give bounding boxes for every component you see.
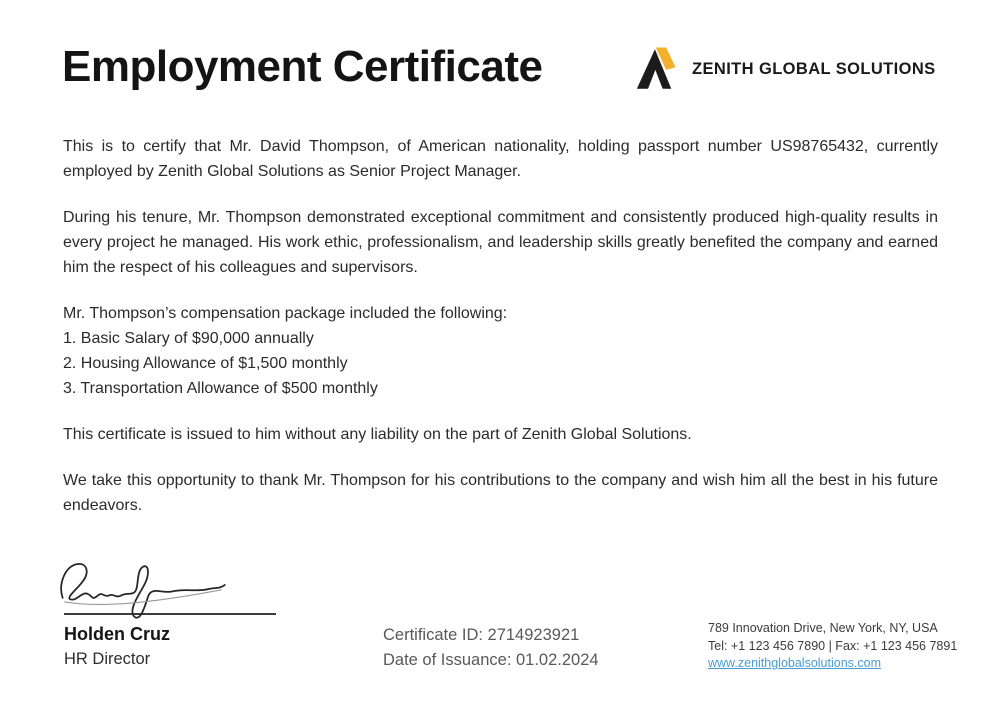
compensation-intro: Mr. Thompson’s compensation package included the following: xyxy=(63,305,508,322)
certificate-meta xyxy=(383,623,599,672)
compensation-section xyxy=(63,301,938,401)
signer-name: Holden Cruz xyxy=(64,624,170,644)
certificate-id: Certificate ID: 2714923921 xyxy=(383,626,580,644)
company-phone: Tel: +1 123 456 7890 | Fax: +1 123 456 7891 xyxy=(708,638,958,653)
compensation-item-1: 1. Basic Salary of $90,000 annually xyxy=(63,330,314,347)
company-logo xyxy=(636,46,936,92)
paragraph-liability: This certificate is issued to him without any liability on the part of Zenith Global Solutions. xyxy=(63,426,692,443)
company-website-link[interactable]: www.zenithglobalsolutions.com xyxy=(708,656,882,671)
certificate-body xyxy=(63,134,938,539)
signer-title: HR Director xyxy=(64,650,151,668)
signature-line xyxy=(64,613,276,615)
paragraph-certify: This is to certify that Mr. David Thompson, of American nationality, holding passport number US98765432, currently employed by Zenith Global Solutions as Senior Project Manager. xyxy=(63,138,938,180)
compensation-item-3: 3. Transportation Allowance of $500 monthly xyxy=(63,380,378,397)
paragraph-thanks: We take this opportunity to thank Mr. Thompson for his contributions to the company and wish him all the best in his future endeavors. xyxy=(63,472,938,514)
company-logo-icon xyxy=(636,46,679,92)
company-address: 789 Innovation Drive, New York, NY, USA xyxy=(708,621,938,635)
compensation-item-2: 2. Housing Allowance of $1,500 monthly xyxy=(63,355,348,372)
date-of-issuance: Date of Issuance: 01.02.2024 xyxy=(383,650,599,669)
paragraph-tenure: During his tenure, Mr. Thompson demonstrated exceptional commitment and consistently produced high-quality results in every project he managed. His work ethic, professionalism, and leadership skills greatly benefited the company and earned him the respect of his colleagues and supervisors. xyxy=(63,209,938,276)
company-name: ZENITH GLOBAL SOLUTIONS xyxy=(692,59,936,78)
page-title: Employment Certificate xyxy=(62,42,543,91)
signature-image xyxy=(57,549,232,629)
company-contact xyxy=(708,620,957,673)
